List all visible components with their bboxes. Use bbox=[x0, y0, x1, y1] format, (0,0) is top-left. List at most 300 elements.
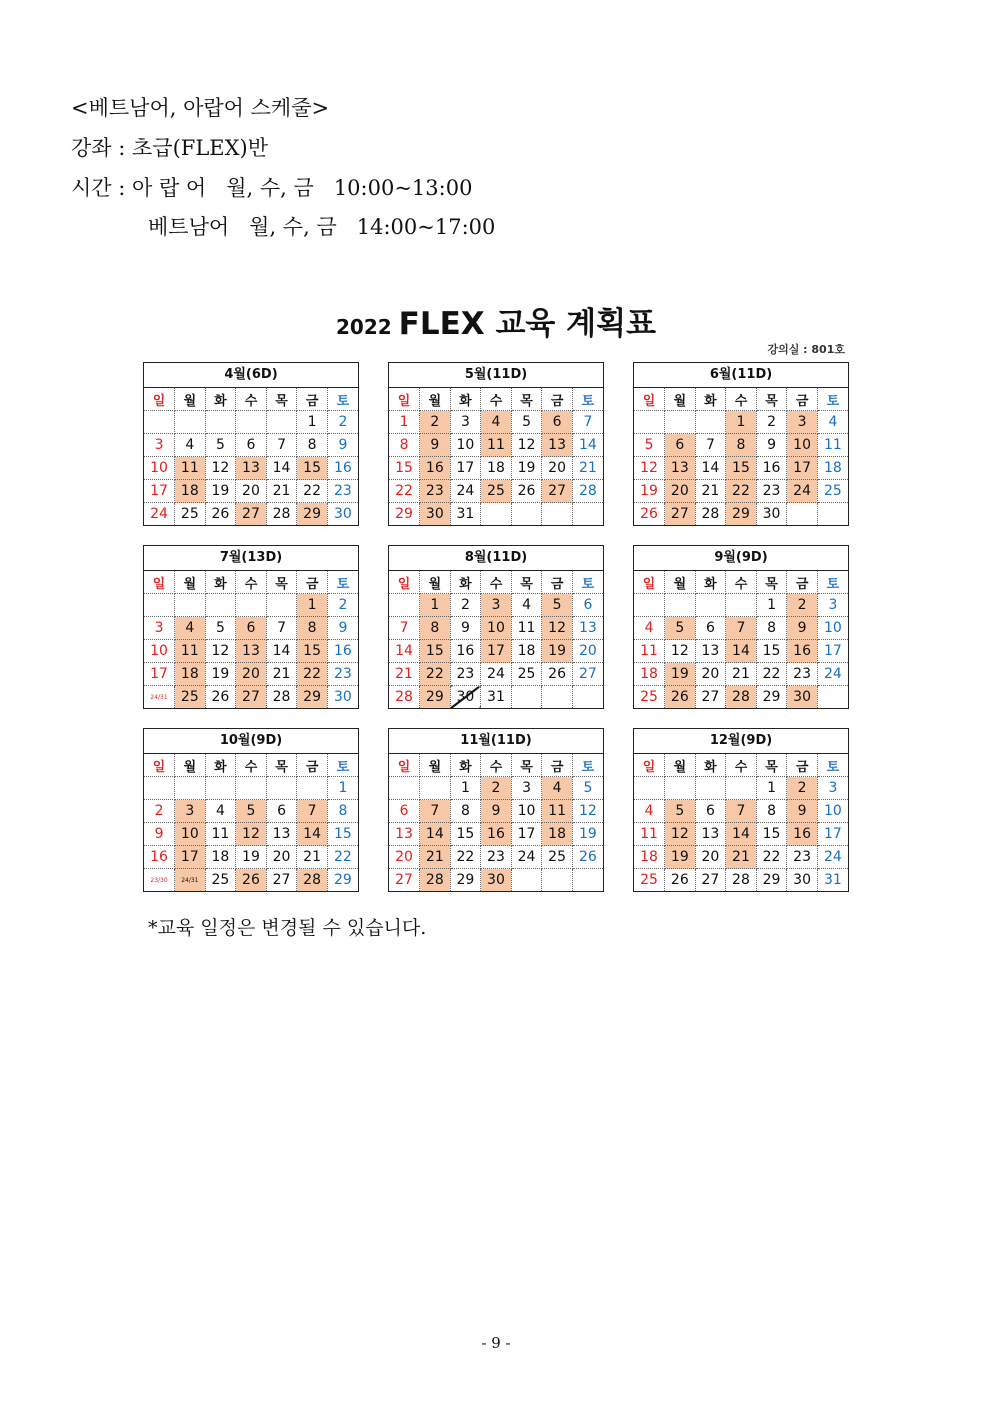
day-cell: 26 bbox=[205, 503, 236, 526]
day-cell: 19 bbox=[634, 480, 665, 503]
month-calendar bbox=[143, 545, 359, 709]
week-row bbox=[634, 686, 848, 709]
day-cell: 19 bbox=[511, 457, 542, 480]
class-day-cell: 9 bbox=[787, 800, 818, 823]
day-cell: 15 bbox=[756, 823, 787, 846]
day-cell: 5 bbox=[511, 411, 542, 434]
class-day-cell: 14 bbox=[726, 823, 757, 846]
day-cell: 25 bbox=[817, 480, 848, 503]
day-cell: 16 bbox=[756, 457, 787, 480]
weekday-label: 토 bbox=[572, 388, 603, 411]
day-cell: 11 bbox=[817, 434, 848, 457]
class-day-cell: 12 bbox=[236, 823, 267, 846]
day-cell: 24/31 bbox=[144, 686, 175, 709]
week-row bbox=[634, 663, 848, 686]
day-cell: 1 bbox=[450, 777, 481, 800]
day-cell: 5 bbox=[572, 777, 603, 800]
weekday-label: 월 bbox=[665, 754, 696, 777]
week-row bbox=[144, 663, 358, 686]
weekday-label: 월 bbox=[420, 571, 451, 594]
day-cell: 7 bbox=[389, 617, 420, 640]
day-cell: 20 bbox=[695, 663, 726, 686]
empty-cell bbox=[665, 411, 696, 434]
weekday-label: 토 bbox=[572, 571, 603, 594]
week-row bbox=[144, 823, 358, 846]
day-cell: 25 bbox=[634, 686, 665, 709]
empty-cell bbox=[787, 503, 818, 526]
class-day-cell: 16 bbox=[481, 823, 512, 846]
day-cell: 23 bbox=[787, 846, 818, 869]
class-day-cell: 27 bbox=[665, 503, 696, 526]
weekday-label: 수 bbox=[481, 754, 512, 777]
day-cell: 28 bbox=[266, 503, 297, 526]
weekday-label: 금 bbox=[542, 388, 573, 411]
weekday-label: 토 bbox=[817, 571, 848, 594]
day-cell: 9 bbox=[450, 617, 481, 640]
month-table bbox=[144, 388, 358, 525]
day-cell: 11 bbox=[634, 823, 665, 846]
day-cell: 29 bbox=[334, 872, 352, 888]
month-table bbox=[144, 571, 358, 708]
day-cell: 21 bbox=[389, 663, 420, 686]
class-day-cell: 26 bbox=[236, 869, 267, 892]
weekday-label: 일 bbox=[144, 754, 175, 777]
weekday-label: 일 bbox=[144, 388, 175, 411]
day-cell: 13 bbox=[389, 823, 420, 846]
month-calendar bbox=[143, 728, 359, 892]
month-calendar bbox=[388, 728, 604, 892]
week-row bbox=[144, 846, 358, 869]
weekday-label: 목 bbox=[756, 571, 787, 594]
weekday-label: 화 bbox=[450, 754, 481, 777]
weekday-label: 수 bbox=[236, 754, 267, 777]
day-cell: 30 bbox=[334, 689, 352, 705]
class-day-cell: 5 bbox=[665, 617, 696, 640]
empty-cell bbox=[175, 411, 206, 434]
class-day-cell: 11 bbox=[481, 434, 512, 457]
class-day-cell: 8 bbox=[420, 617, 451, 640]
class-day-cell: 26 bbox=[665, 686, 696, 709]
day-cell: 13 bbox=[695, 823, 726, 846]
empty-cell bbox=[511, 686, 542, 709]
class-day-cell: 9 bbox=[481, 800, 512, 823]
day-cell: 24 bbox=[450, 480, 481, 503]
class-day-cell: 9 bbox=[787, 617, 818, 640]
day-cell: 6 bbox=[266, 800, 297, 823]
day-cell: 21 bbox=[266, 480, 297, 503]
day-cell: 15 bbox=[389, 457, 420, 480]
day-cell: 22 bbox=[327, 846, 358, 869]
weekday-label: 수 bbox=[726, 388, 757, 411]
time-line-arabic: 시간 : 아 랍 어 월, 수, 금 10:00~13:00 bbox=[71, 176, 473, 200]
class-day-cell: 16 bbox=[787, 823, 818, 846]
weekday-label: 금 bbox=[787, 754, 818, 777]
class-day-cell: 25 bbox=[481, 480, 512, 503]
class-day-cell: 25 bbox=[175, 686, 206, 709]
day-cell: 2 bbox=[450, 594, 481, 617]
week-row bbox=[144, 503, 358, 526]
weekday-label: 목 bbox=[511, 754, 542, 777]
day-cell: 9 bbox=[756, 434, 787, 457]
day-cell: 1 bbox=[297, 411, 328, 434]
month-title: 10월(9D) bbox=[144, 729, 358, 754]
month-table bbox=[389, 571, 603, 708]
page-number: - 9 - bbox=[481, 1334, 511, 1352]
day-cell: 21 bbox=[297, 846, 328, 869]
empty-cell bbox=[817, 503, 848, 526]
class-day-cell: 11 bbox=[175, 457, 206, 480]
day-cell: 12 bbox=[572, 800, 603, 823]
day-cell: 8 bbox=[297, 434, 328, 457]
day-cell: 28 bbox=[266, 686, 297, 709]
weekday-label: 금 bbox=[542, 571, 573, 594]
week-row bbox=[389, 846, 603, 869]
day-cell: 28 bbox=[726, 869, 757, 892]
month-calendar bbox=[633, 362, 849, 526]
day-cell: 3 bbox=[144, 617, 175, 640]
week-row bbox=[634, 457, 848, 480]
day-cell: 10 bbox=[817, 800, 848, 823]
empty-cell bbox=[144, 594, 175, 617]
class-day-cell: 8 bbox=[297, 617, 328, 640]
class-day-cell: 22 bbox=[726, 480, 757, 503]
day-cell: 30 bbox=[334, 506, 352, 522]
weekday-label: 수 bbox=[236, 388, 267, 411]
day-cell: 11 bbox=[634, 640, 665, 663]
day-cell: 5 bbox=[205, 617, 236, 640]
day-cell: 28 bbox=[389, 686, 420, 709]
empty-cell bbox=[205, 777, 236, 800]
class-day-cell: 28 bbox=[420, 869, 451, 892]
week-row bbox=[389, 686, 603, 709]
month-table bbox=[389, 754, 603, 891]
month-calendar bbox=[388, 545, 604, 709]
day-cell: 19 bbox=[236, 846, 267, 869]
week-row bbox=[634, 823, 848, 846]
class-day-cell: 1 bbox=[420, 594, 451, 617]
week-row bbox=[389, 411, 603, 434]
weekday-label: 월 bbox=[175, 571, 206, 594]
class-day-cell: 15 bbox=[420, 640, 451, 663]
day-cell: 7 bbox=[572, 411, 603, 434]
day-cell: 7 bbox=[695, 434, 726, 457]
week-row bbox=[634, 434, 848, 457]
weekday-label: 일 bbox=[144, 571, 175, 594]
day-cell: 31 bbox=[450, 503, 481, 526]
empty-cell bbox=[236, 777, 267, 800]
class-day-cell: 16 bbox=[420, 457, 451, 480]
day-cell: 23/30 bbox=[144, 869, 175, 892]
class-day-cell: 6 bbox=[236, 617, 267, 640]
week-row bbox=[634, 777, 848, 800]
week-row bbox=[634, 480, 848, 503]
month-table bbox=[634, 571, 848, 708]
weekday-label: 금 bbox=[297, 571, 328, 594]
month-title: 7월(13D) bbox=[144, 546, 358, 571]
class-day-cell: 17 bbox=[175, 846, 206, 869]
empty-cell bbox=[144, 411, 175, 434]
class-day-cell: 14 bbox=[297, 823, 328, 846]
day-cell: 18 bbox=[511, 640, 542, 663]
day-cell: 2 bbox=[327, 594, 358, 617]
day-cell: 26 bbox=[665, 869, 696, 892]
day-cell: 8 bbox=[756, 617, 787, 640]
day-cell: 1 bbox=[756, 777, 787, 800]
weekday-label: 일 bbox=[634, 754, 665, 777]
day-cell: 2 bbox=[144, 800, 175, 823]
empty-cell bbox=[236, 411, 267, 434]
day-cell: 12 bbox=[665, 640, 696, 663]
day-cell: 24 bbox=[817, 663, 848, 686]
week-row bbox=[389, 777, 603, 800]
weekday-label: 목 bbox=[266, 571, 297, 594]
empty-cell bbox=[542, 686, 573, 709]
day-cell: 16 bbox=[450, 640, 481, 663]
day-cell: 30 bbox=[756, 503, 787, 526]
day-cell: 27 bbox=[389, 869, 420, 892]
month-calendar bbox=[143, 362, 359, 526]
class-day-cell: 13 bbox=[542, 434, 573, 457]
day-cell: 12 bbox=[511, 434, 542, 457]
week-row bbox=[634, 411, 848, 434]
day-cell: 12 bbox=[205, 457, 236, 480]
day-cell: 14 bbox=[266, 640, 297, 663]
day-cell: 22 bbox=[389, 480, 420, 503]
weekday-label: 금 bbox=[297, 388, 328, 411]
empty-cell bbox=[511, 503, 542, 526]
day-cell: 11 bbox=[205, 823, 236, 846]
class-day-cell: 23 bbox=[420, 480, 451, 503]
weekday-header-row bbox=[389, 754, 603, 777]
weekday-label: 수 bbox=[726, 754, 757, 777]
day-cell: 17 bbox=[144, 480, 175, 503]
weekday-label: 일 bbox=[389, 754, 420, 777]
weekday-header-row bbox=[634, 571, 848, 594]
day-cell: 19 bbox=[205, 663, 236, 686]
schedule-heading: <베트남어, 아랍어 스케줄> bbox=[71, 96, 330, 120]
day-cell: 21 bbox=[726, 663, 757, 686]
day-cell: 3 bbox=[817, 777, 848, 800]
day-cell: 8 bbox=[389, 434, 420, 457]
day-cell: 4 bbox=[634, 800, 665, 823]
class-day-cell: 15 bbox=[726, 457, 757, 480]
week-row bbox=[634, 503, 848, 526]
day-cell: 18 bbox=[634, 663, 665, 686]
empty-cell bbox=[175, 594, 206, 617]
empty-cell bbox=[695, 594, 726, 617]
class-day-cell: 13 bbox=[665, 457, 696, 480]
month-title: 9월(9D) bbox=[634, 546, 848, 571]
day-cell: 17 bbox=[817, 823, 848, 846]
empty-cell bbox=[572, 503, 603, 526]
day-cell: 22 bbox=[450, 846, 481, 869]
plan-title bbox=[0, 298, 992, 343]
day-cell: 24 bbox=[481, 663, 512, 686]
day-cell: 14 bbox=[572, 434, 603, 457]
class-day-cell: 19 bbox=[665, 846, 696, 869]
weekday-label: 화 bbox=[450, 571, 481, 594]
week-row bbox=[634, 594, 848, 617]
week-row bbox=[144, 617, 358, 640]
day-cell: 15 bbox=[756, 640, 787, 663]
day-cell: 25 bbox=[511, 663, 542, 686]
week-row bbox=[144, 640, 358, 663]
class-day-cell: 12 bbox=[542, 617, 573, 640]
month-title: 12월(9D) bbox=[634, 729, 848, 754]
class-day-cell: 21 bbox=[420, 846, 451, 869]
class-day-cell: 10 bbox=[481, 617, 512, 640]
day-cell: 21 bbox=[572, 457, 603, 480]
empty-cell bbox=[481, 503, 512, 526]
empty-cell bbox=[634, 411, 665, 434]
day-cell: 13 bbox=[572, 617, 603, 640]
class-day-cell: 2 bbox=[420, 411, 451, 434]
class-day-cell: 20 bbox=[236, 663, 267, 686]
empty-cell bbox=[389, 777, 420, 800]
day-cell: 10 bbox=[511, 800, 542, 823]
class-day-cell: 14 bbox=[726, 640, 757, 663]
day-cell: 20 bbox=[695, 846, 726, 869]
class-day-cell: 1 bbox=[726, 411, 757, 434]
weekday-label: 목 bbox=[266, 388, 297, 411]
class-day-cell: 22 bbox=[297, 663, 328, 686]
day-cell: 3 bbox=[450, 411, 481, 434]
class-day-cell: 10 bbox=[175, 823, 206, 846]
empty-cell bbox=[542, 503, 573, 526]
month-table bbox=[634, 754, 848, 891]
day-cell: 12 bbox=[205, 640, 236, 663]
class-day-cell: 30 bbox=[787, 686, 818, 709]
week-row bbox=[144, 411, 358, 434]
day-cell: 26 bbox=[572, 846, 603, 869]
weekday-label: 목 bbox=[511, 571, 542, 594]
class-day-cell: 15 bbox=[297, 457, 328, 480]
day-cell: 17 bbox=[817, 640, 848, 663]
month-title: 4월(6D) bbox=[144, 363, 358, 388]
week-row bbox=[144, 800, 358, 823]
class-day-cell: 21 bbox=[726, 846, 757, 869]
day-cell: 19 bbox=[572, 823, 603, 846]
day-cell: 26 bbox=[542, 663, 573, 686]
day-cell: 2 bbox=[327, 411, 358, 434]
day-cell: 25 bbox=[175, 503, 206, 526]
day-cell: 4 bbox=[205, 800, 236, 823]
class-day-cell: 16 bbox=[787, 640, 818, 663]
week-row bbox=[389, 503, 603, 526]
class-day-cell: 28 bbox=[726, 686, 757, 709]
day-cell: 6 bbox=[389, 800, 420, 823]
day-cell: 27 bbox=[695, 869, 726, 892]
day-cell: 6 bbox=[695, 800, 726, 823]
empty-cell bbox=[665, 594, 696, 617]
day-cell: 23 bbox=[327, 663, 358, 686]
week-row bbox=[389, 800, 603, 823]
week-row bbox=[634, 640, 848, 663]
day-cell: 23 bbox=[787, 663, 818, 686]
weekday-label: 목 bbox=[756, 388, 787, 411]
day-cell: 7 bbox=[266, 617, 297, 640]
class-day-cell: 7 bbox=[726, 800, 757, 823]
weekday-label: 월 bbox=[665, 571, 696, 594]
day-cell: 24 bbox=[144, 503, 175, 526]
day-cell: 20 bbox=[572, 640, 603, 663]
day-cell: 11 bbox=[511, 617, 542, 640]
day-cell: 17 bbox=[450, 457, 481, 480]
weekday-label: 월 bbox=[665, 388, 696, 411]
empty-cell bbox=[389, 594, 420, 617]
week-row bbox=[144, 480, 358, 503]
day-cell: 3 bbox=[511, 777, 542, 800]
week-row bbox=[634, 846, 848, 869]
day-cell: 29 bbox=[450, 869, 481, 892]
weekday-header-row bbox=[389, 571, 603, 594]
day-cell: 18 bbox=[481, 457, 512, 480]
class-day-cell: 22 bbox=[420, 663, 451, 686]
weekday-header-row bbox=[144, 388, 358, 411]
day-cell: 1 bbox=[756, 594, 787, 617]
class-day-cell: 17 bbox=[481, 640, 512, 663]
week-row bbox=[389, 480, 603, 503]
class-day-cell: 24 bbox=[787, 480, 818, 503]
month-title: 5월(11D) bbox=[389, 363, 603, 388]
weekday-label: 화 bbox=[205, 754, 236, 777]
empty-cell bbox=[175, 777, 206, 800]
day-cell: 28 bbox=[695, 503, 726, 526]
day-cell: 12 bbox=[634, 457, 665, 480]
empty-cell bbox=[572, 686, 603, 709]
day-cell: 22 bbox=[756, 846, 787, 869]
empty-cell bbox=[634, 594, 665, 617]
week-row bbox=[144, 594, 358, 617]
week-row bbox=[389, 869, 603, 892]
day-cell: 6 bbox=[695, 617, 726, 640]
day-cell: 8 bbox=[327, 800, 358, 823]
weekday-label: 금 bbox=[787, 571, 818, 594]
empty-cell bbox=[266, 594, 297, 617]
day-cell: 23 bbox=[481, 846, 512, 869]
week-row bbox=[389, 594, 603, 617]
class-day-cell: 2 bbox=[787, 594, 818, 617]
class-day-cell: 2 bbox=[787, 777, 818, 800]
weekday-label: 수 bbox=[481, 388, 512, 411]
empty-cell bbox=[726, 594, 757, 617]
day-cell: 21 bbox=[695, 480, 726, 503]
week-row bbox=[389, 457, 603, 480]
empty-cell bbox=[542, 869, 573, 892]
day-cell: 5 bbox=[634, 434, 665, 457]
class-day-cell: 19 bbox=[665, 663, 696, 686]
weekday-label: 토 bbox=[572, 754, 603, 777]
day-cell: 23 bbox=[450, 663, 481, 686]
class-day-cell: 2 bbox=[481, 777, 512, 800]
day-cell: 9 bbox=[327, 617, 358, 640]
weekday-label: 금 bbox=[542, 754, 573, 777]
weekday-label: 수 bbox=[236, 571, 267, 594]
day-cell: 15 bbox=[450, 823, 481, 846]
weekday-label: 화 bbox=[695, 571, 726, 594]
class-day-cell: 29 bbox=[297, 503, 328, 526]
day-cell: 8 bbox=[756, 800, 787, 823]
week-row bbox=[144, 777, 358, 800]
class-day-cell: 13 bbox=[236, 640, 267, 663]
week-row bbox=[144, 686, 358, 709]
day-cell: 18 bbox=[634, 846, 665, 869]
empty-cell bbox=[205, 594, 236, 617]
class-day-cell: 12 bbox=[665, 823, 696, 846]
weekday-label: 일 bbox=[634, 571, 665, 594]
empty-cell bbox=[144, 777, 175, 800]
class-day-cell: 4 bbox=[175, 617, 206, 640]
